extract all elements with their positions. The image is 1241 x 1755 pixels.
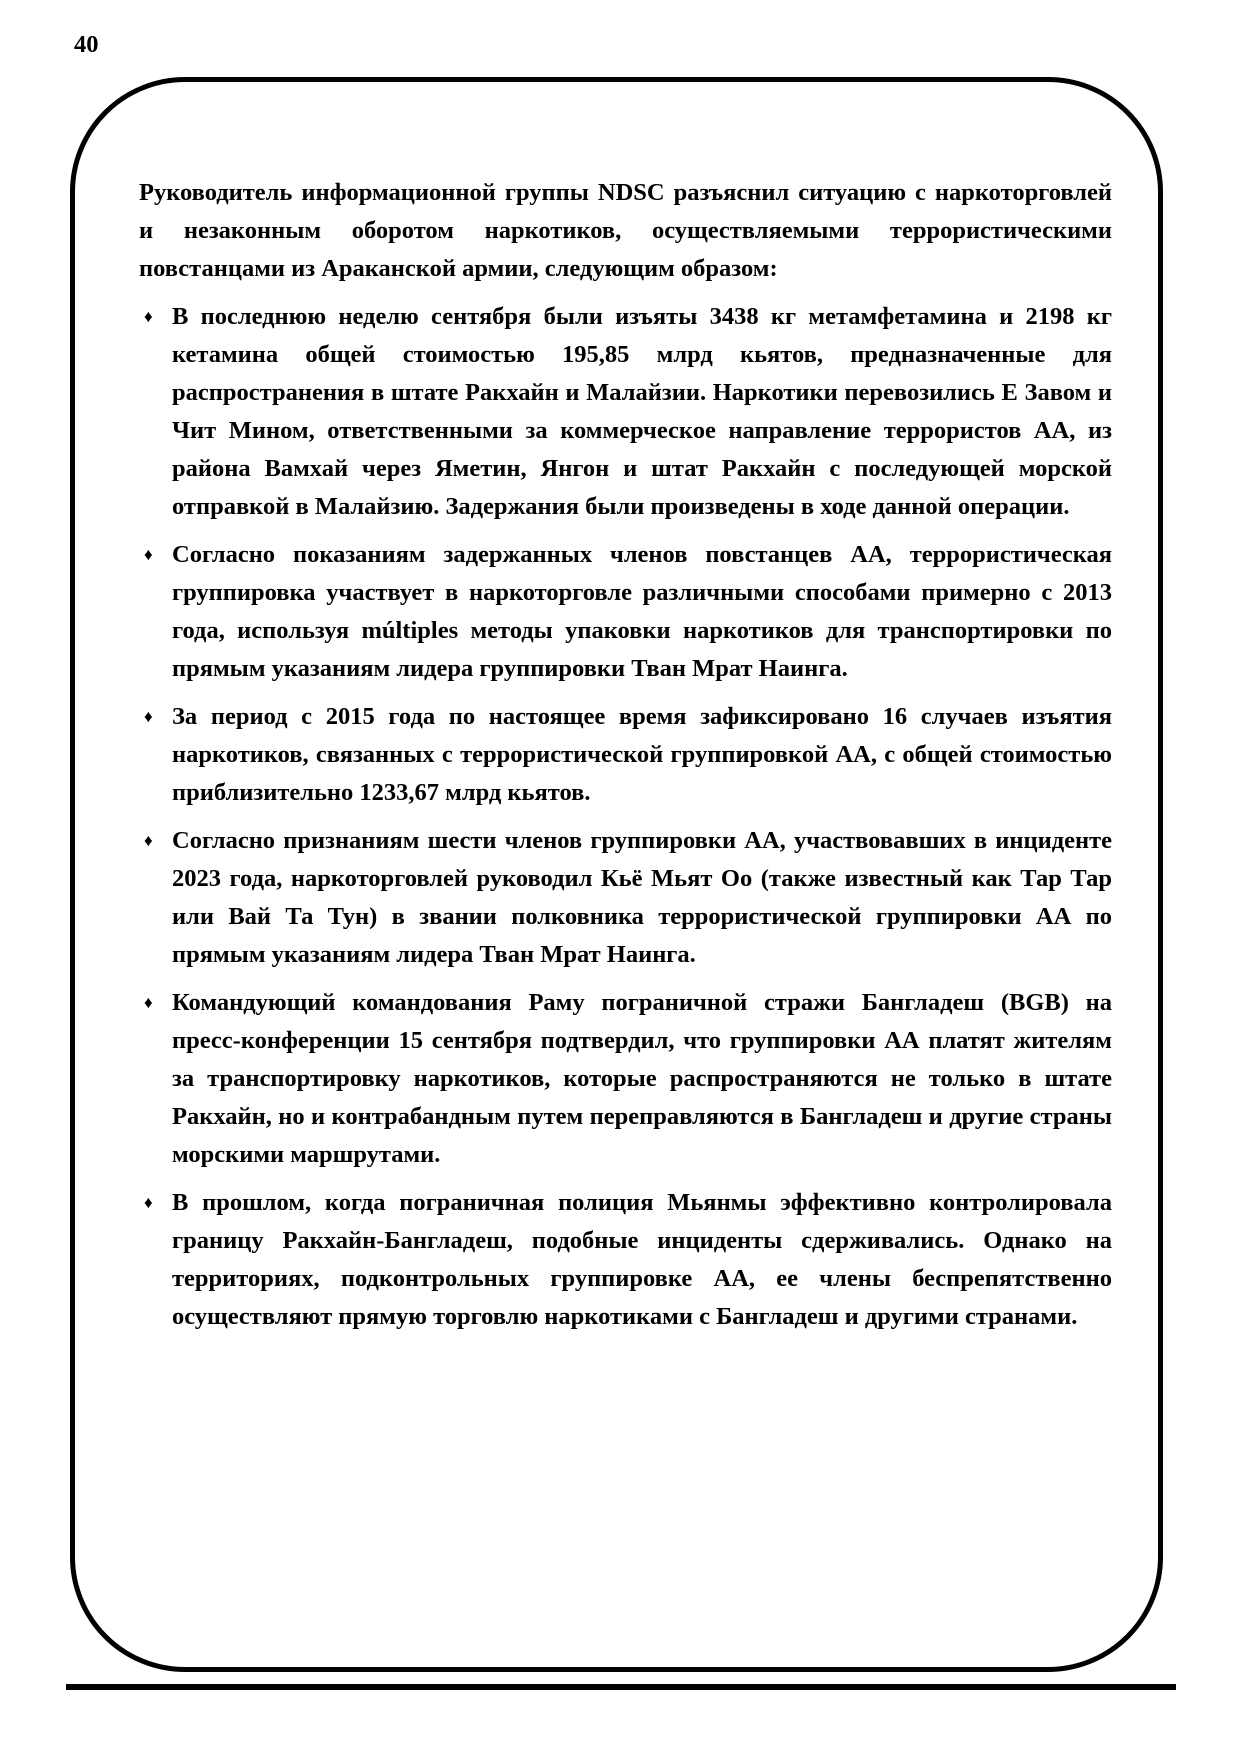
diamond-bullet-icon: ♦	[144, 1193, 153, 1212]
diamond-bullet-icon: ♦	[144, 545, 153, 564]
diamond-bullet-icon: ♦	[144, 993, 153, 1012]
bullet-list	[139, 298, 1112, 1336]
diamond-bullet-icon: ♦	[144, 307, 153, 326]
diamond-bullet-icon: ♦	[144, 831, 153, 850]
bullet-text: В прошлом, когда пограничная полиция Мьянмы эффективно контролировала границу Ракхайн-Бангладеш, подобные инциденты сдерживались. Однако на территориях, подконтрольных группировке АА, ее члены беспрепятственно осуществляют прямую торговлю наркотиками с Бангладеш и другими странами.	[172, 1189, 1112, 1330]
bullet-text: За период с 2015 года по настоящее время зафиксировано 16 случаев изъятия наркотиков, связанных с террористической группировкой АА, с общей стоимостью приблизительно 1233,67 млрд кьятов.	[172, 703, 1112, 806]
page-number: 40	[74, 31, 99, 58]
bullet-text: В последнюю неделю сентября были изъяты 3438 кг метамфетамина и 2198 кг кетамина общей стоимостью 195,85 млрд кьятов, предназначенные для распространения в штате Ракхайн и Малайзии. Наркотики перевозились Е Завом и Чит Мином, ответственными за коммерческое направление террористов АА, из района Вамхай через Яметин, Янгон и штат Ракхайн с последующей морской отправкой в Малайзию. Задержания были произведены в ходе данной операции.	[172, 303, 1112, 520]
bullet-item	[139, 984, 1112, 1174]
footer-rule	[66, 1684, 1176, 1690]
content-border-box	[70, 77, 1163, 1672]
bullet-item	[139, 298, 1112, 526]
bullet-text: Согласно показаниям задержанных членов повстанцев АА, террористическая группировка участвует в наркоторговле различными способами примерно с 2013 года, используя múltiples методы упаковки наркотиков для транспортировки по прямым указаниям лидера группировки Тван Мрат Наинга.	[172, 541, 1112, 682]
bullet-item	[139, 1184, 1112, 1336]
bullet-text: Командующий командования Раму пограничной стражи Бангладеш (BGB) на пресс-конференции 15 сентября подтвердил, что группировки АА платят жителям за транспортировку наркотиков, которые распространяются не только в штате Ракхайн, но и контрабандным путем переправляются в Бангладеш и другие страны морскими маршрутами.	[172, 989, 1112, 1168]
bullet-item	[139, 822, 1112, 974]
bullet-item	[139, 536, 1112, 688]
bullet-text: Согласно признаниям шести членов группировки АА, участвовавших в инциденте 2023 года, наркоторговлей руководил Кьё Мьят Оо (также известный как Тар Тар или Вай Та Тун) в звании полковника террористической группировки АА по прямым указаниям лидера Тван Мрат Наинга.	[172, 827, 1112, 968]
bullet-item	[139, 698, 1112, 812]
intro-paragraph: Руководитель информационной группы NDSC разъяснил ситуацию с наркоторговлей и незаконным оборотом наркотиков, осуществляемыми террористическими повстанцами из Араканской армии, следующим образом:	[139, 179, 1112, 282]
diamond-bullet-icon: ♦	[144, 707, 153, 726]
